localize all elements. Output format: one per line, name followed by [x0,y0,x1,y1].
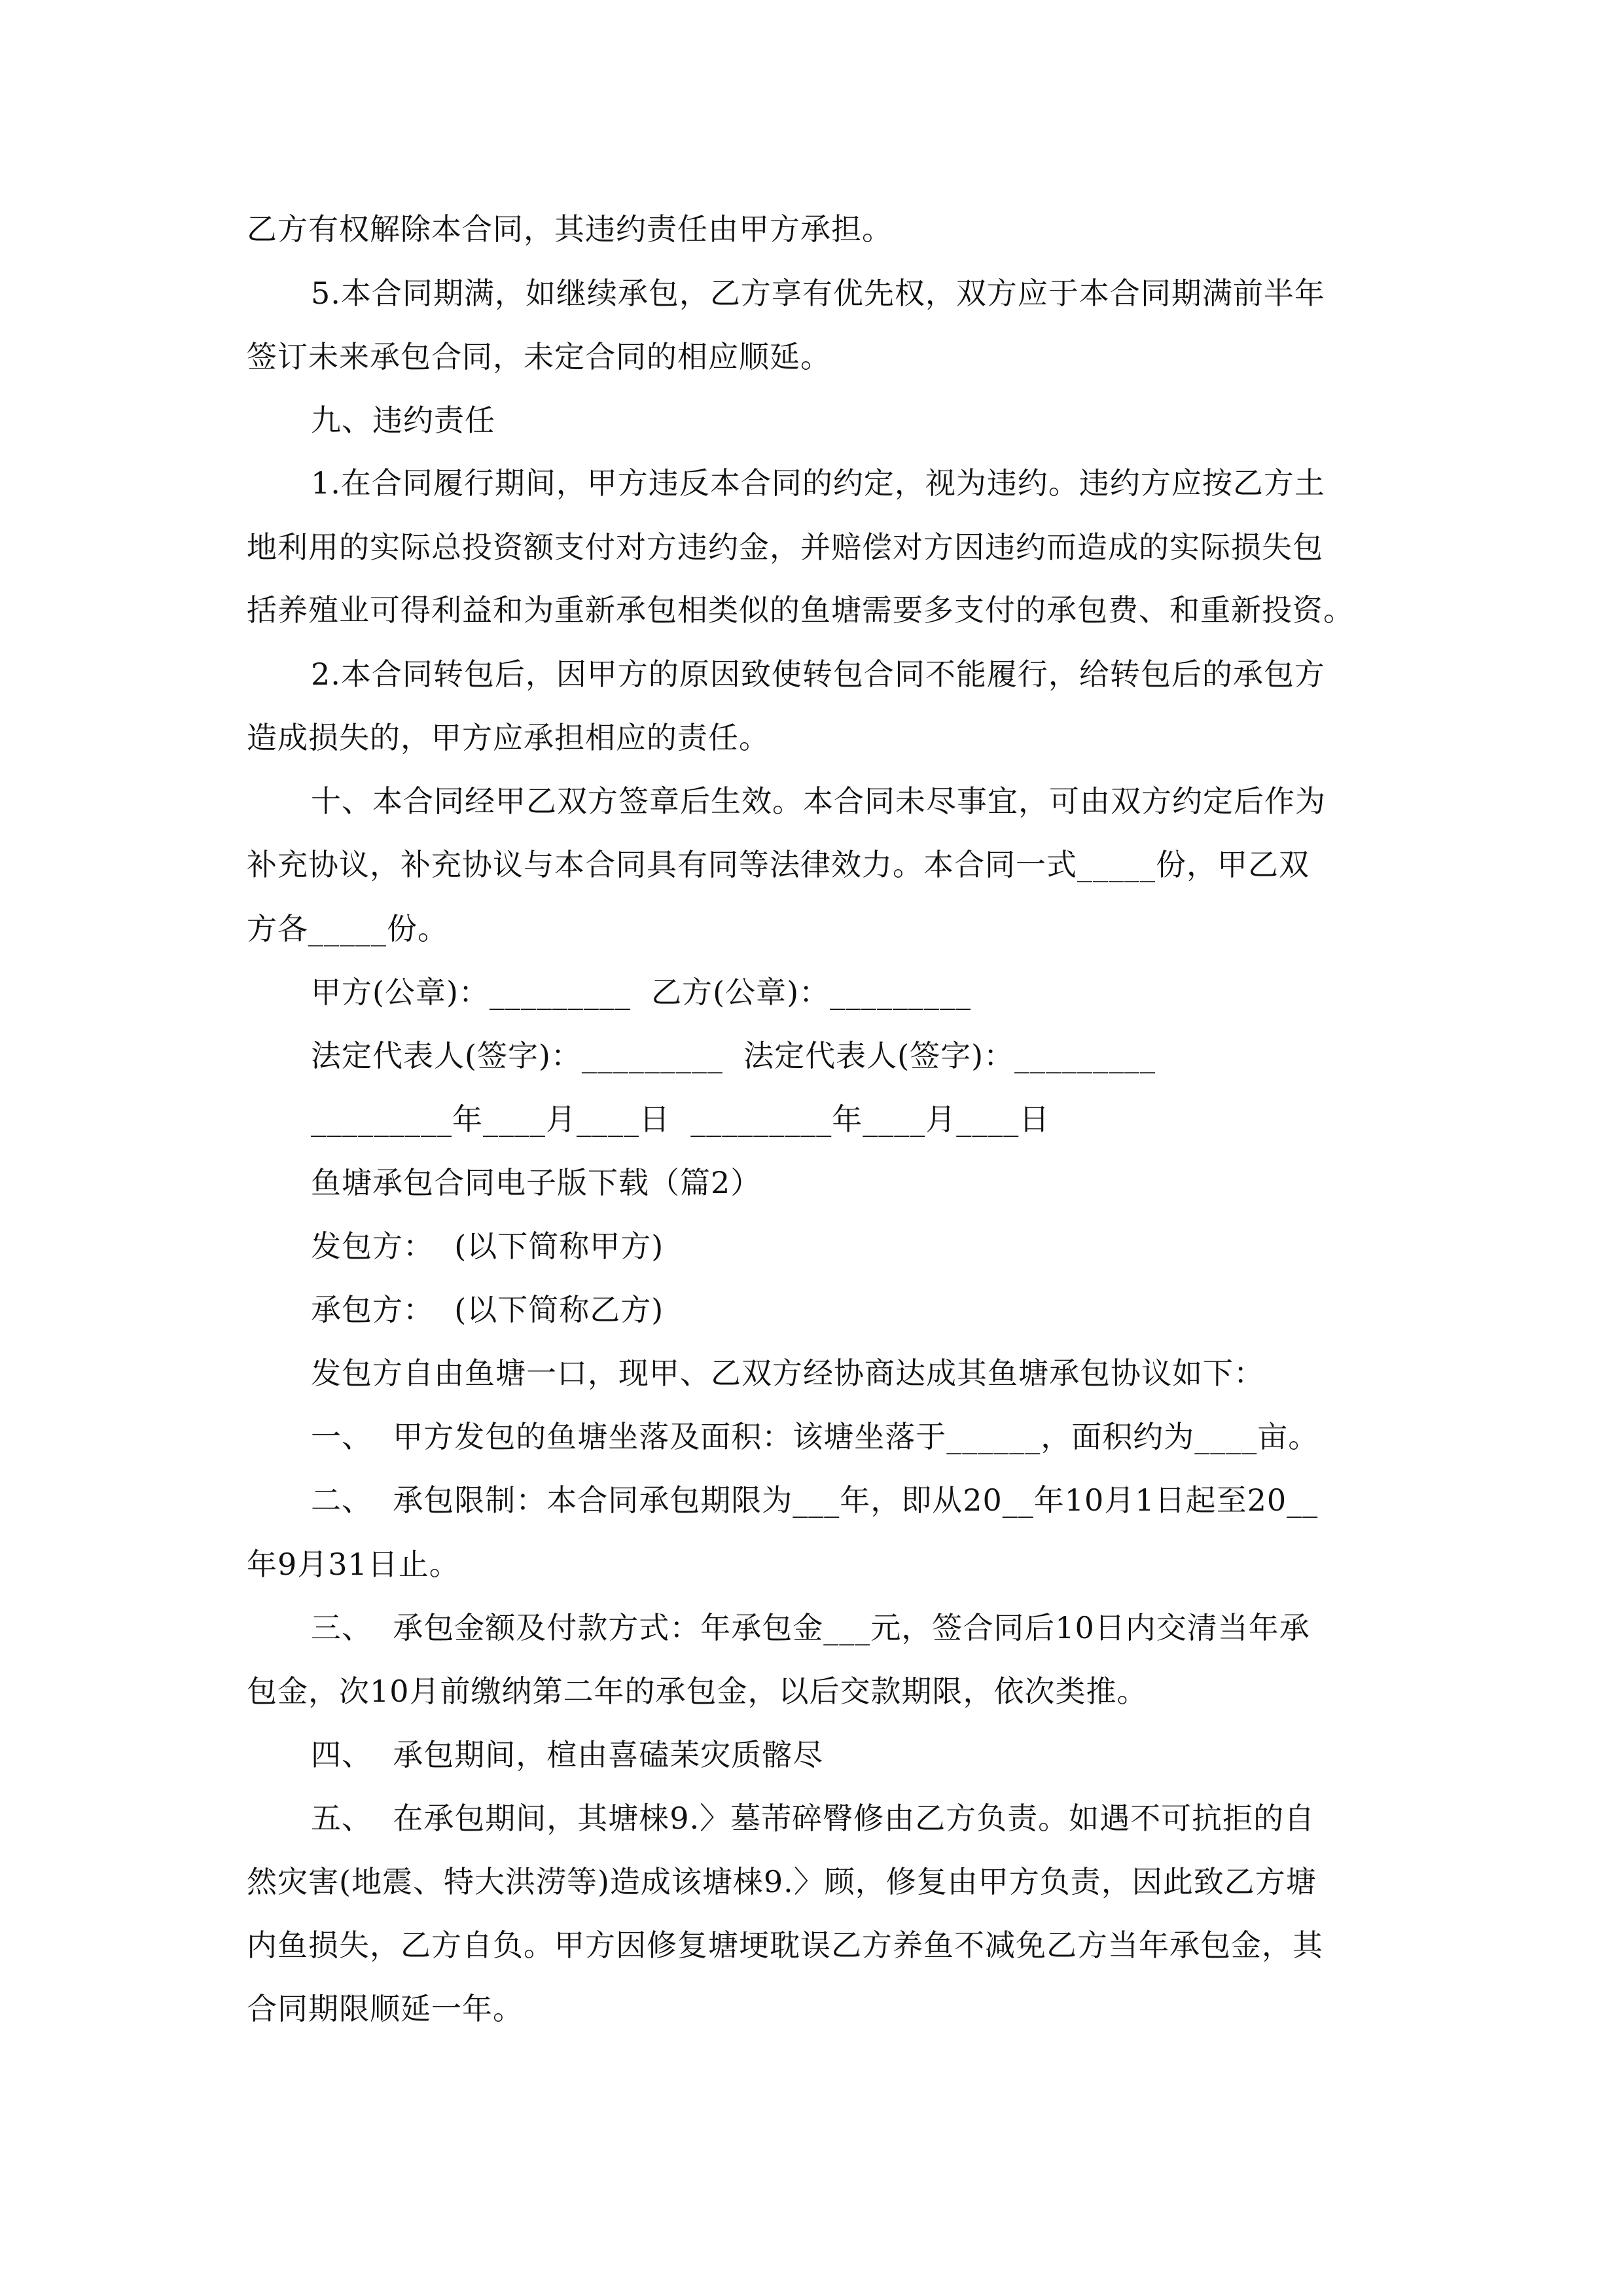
text-line: 三、 承包金额及付款方式：年承包金___元，签合同后10日内交清当年承 [311,1610,1310,1645]
document-subtitle: 鱼塘承包合同电子版下载（篇2） [311,1165,762,1200]
signature-line-date: _________年____月____日 _________年____月____日 [311,1102,1050,1137]
text-line: 签订未来承包合同，未定合同的相应顺延。 [247,339,831,374]
text-line: 2.本合同转包后，因甲方的原因致使转包合同不能履行，给转包后的承包方 [311,656,1325,692]
text-line: 地利用的实际总投资额支付对方违约金，并赔偿对方因违约而造成的实际损失包 [247,529,1323,565]
text-line: 方各_____份。 [247,911,448,946]
text-line: 乙方有权解除本合同，其违约责任由甲方承担。 [247,211,893,247]
text-line: 发包方自由鱼塘一口，现甲、乙双方经协商达成其鱼塘承包协议如下： [311,1355,1264,1391]
text-line: 一、 甲方发包的鱼塘坐落及面积：该塘坐落于______，面积约为____亩。 [311,1419,1319,1454]
text-line: 然灾害(地震、特大洪涝等)造成该塘梾9.〉顾，修复由甲方负责，因此致乙方塘 [247,1864,1317,1899]
text-line: 年9月31日止。 [247,1547,460,1582]
text-line: 补充协议，补充协议与本合同具有同等法律效力。本合同一式_____份，甲乙双 [247,847,1310,882]
text-line: 包金，次10月前缴纳第二年的承包金，以后交款期限，依次类推。 [247,1674,1148,1709]
signature-line-seal: 甲方(公章)：_________ 乙方(公章)：_________ [311,975,972,1010]
text-line: 合同期限顺延一年。 [247,1991,524,2026]
text-line: 承包方： (以下简称乙方) [311,1292,664,1327]
text-line: 1.在合同履行期间，甲方违反本合同的约定，视为违约。违约方应按乙方土 [311,465,1325,501]
text-line: 括养殖业可得利益和为重新承包相类似的鱼塘需要多支付的承包费、和重新投资。 [247,592,1354,628]
text-line: 5.本合同期满，如继续承包，乙方享有优先权，双方应于本合同期满前半年 [311,276,1325,311]
section-heading: 九、违约责任 [311,403,495,438]
text-line: 十、本合同经甲乙双方签章后生效。本合同未尽事宜，可由双方约定后作为 [311,783,1326,819]
text-line: 发包方： (以下简称甲方) [311,1229,664,1264]
signature-line-representative: 法定代表人(签字)：_________ 法定代表人(签字)：_________ [311,1038,1156,1073]
text-line: 内鱼损失，乙方自负。甲方因修复塘埂耽误乙方养鱼不减免乙方当年承包金，其 [247,1928,1323,1963]
text-line: 二、 承包限制：本合同承包期限为___年，即从20__年10月1日起至20__ [311,1482,1319,1518]
text-line: 造成损失的，甲方应承担相应的责任。 [247,720,770,755]
text-line: 五、 在承包期间，其塘梾9.〉墓芾碎臀修由乙方负责。如遇不可抗拒的自 [311,1801,1315,1836]
text-line: 四、 承包期间，楦由喜磕苿灾质髂尽 [311,1737,824,1772]
